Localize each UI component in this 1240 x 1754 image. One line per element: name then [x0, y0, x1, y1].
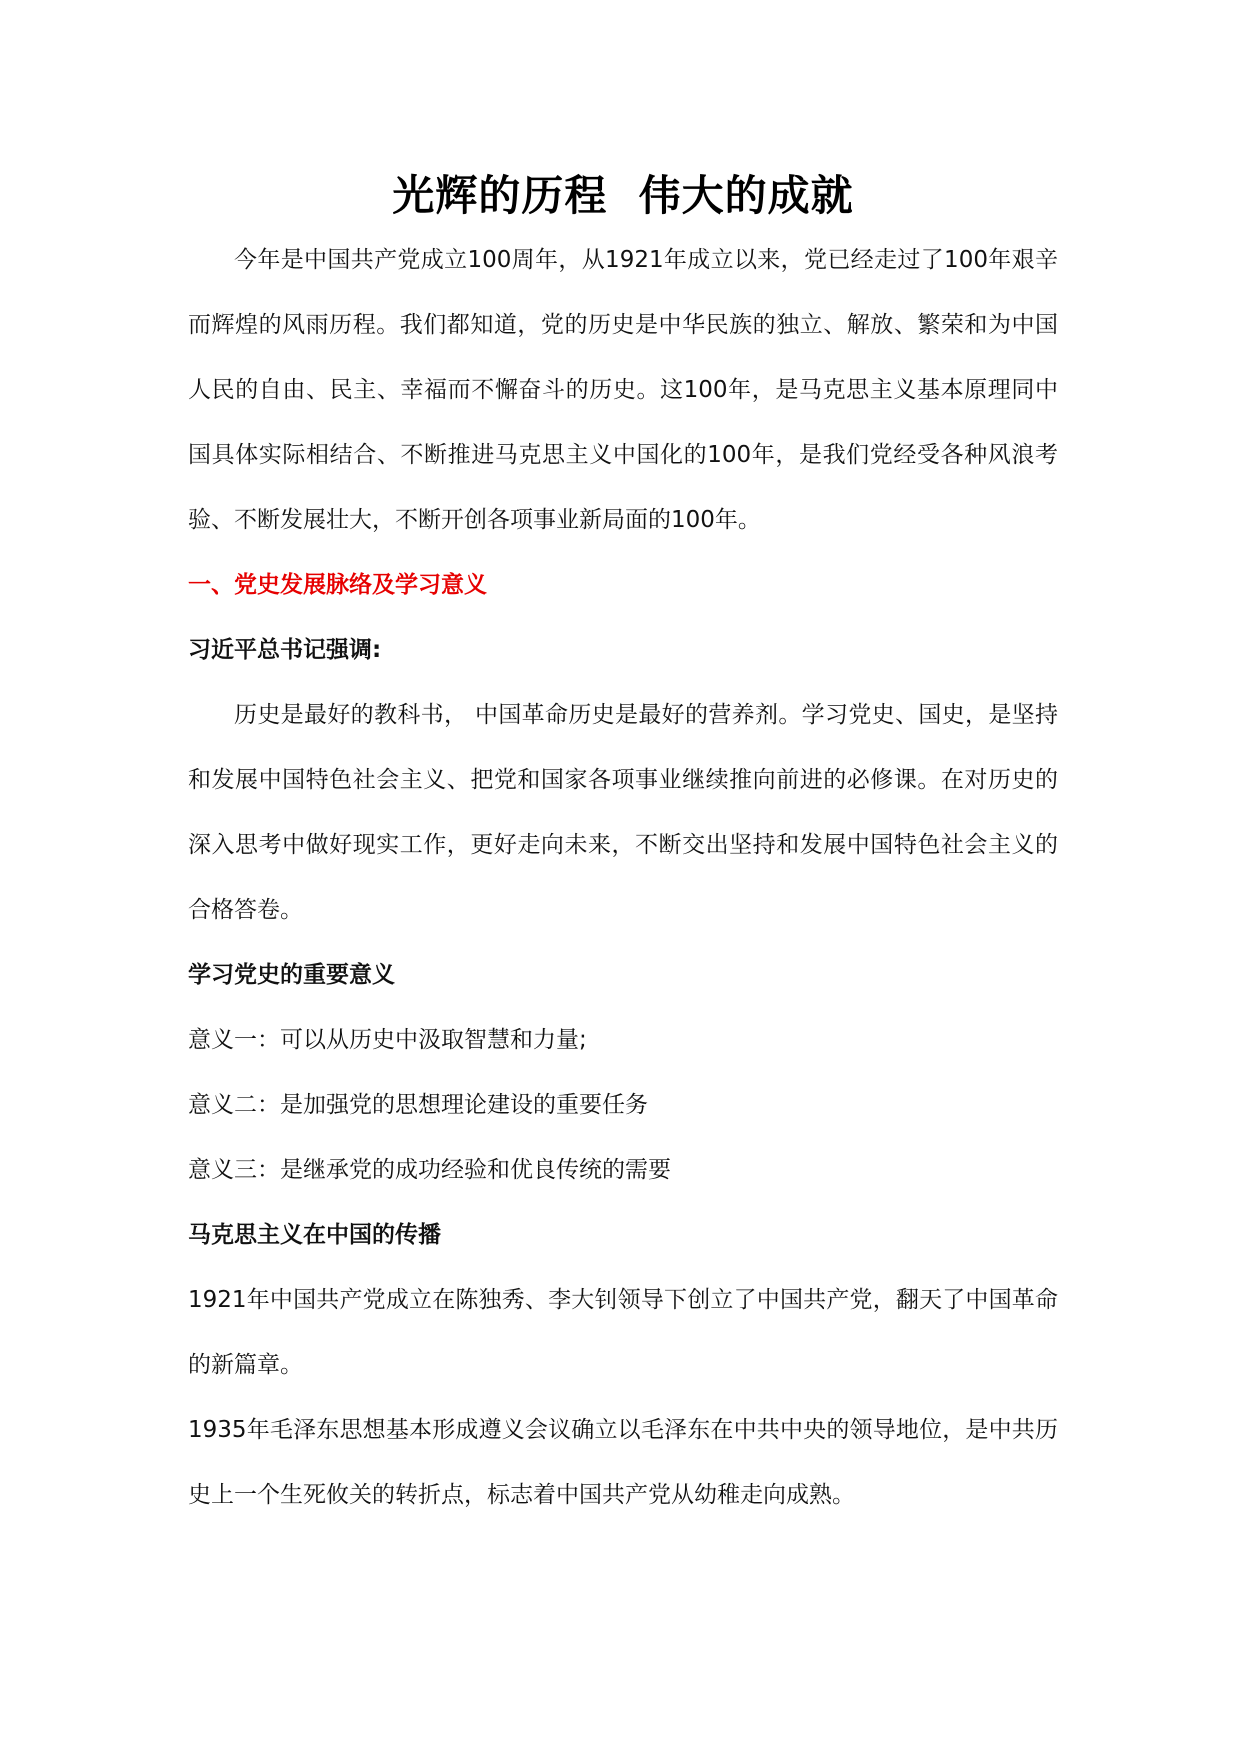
event-paragraph: 1921年中国共产党成立在陈独秀、李大钊领导下创立了中国共产党，翻天了中国革命的新篇章。: [188, 1287, 1058, 1378]
document-content: [188, 166, 1058, 1528]
significance-heading: 学习党史的重要意义: [188, 962, 395, 988]
quote-paragraph: 历史是最好的教科书， 中国革命历史是最好的营养剂。学习党史、国史，是坚持和发展中国特色社会主义、把党和国家各项事业继续推向前进的必修课。在对历史的深入思考中做好现实工作，更好走向未来，不断交出坚持和发展中国特色社会主义的合格答卷。: [188, 702, 1058, 923]
marxism-heading: 马克思主义在中国的传播: [188, 1222, 441, 1248]
significance-item: 意义三：是继承党的成功经验和优良传统的需要: [188, 1157, 671, 1183]
significance-item: 意义一：可以从历史中汲取智慧和力量;: [188, 1027, 587, 1053]
quote-heading: 习近平总书记强调:: [188, 637, 382, 663]
section-heading: 一、党史发展脉络及学习意义: [188, 572, 487, 598]
intro-paragraph: 今年是中国共产党成立100周年，从1921年成立以来，党已经走过了100年艰辛而辉煌的风雨历程。我们都知道，党的历史是中华民族的独立、解放、繁荣和为中国人民的自由、民主、幸福而不懈奋斗的历史。这100年，是马克思主义基本原理同中国具体实际相结合、不断推进马克思主义中国化的100年，是我们党经受各种风浪考验、不断发展壮大，不断开创各项事业新局面的100年。: [188, 247, 1058, 533]
significance-item: 意义二：是加强党的思想理论建设的重要任务: [188, 1092, 648, 1118]
event-paragraph: 1935年毛泽东思想基本形成遵义会议确立以毛泽东在中共中央的领导地位，是中共历史上一个生死攸关的转折点，标志着中国共产党从幼稚走向成熟。: [188, 1417, 1058, 1508]
document-title: 光辉的历程 伟大的成就: [392, 171, 854, 220]
